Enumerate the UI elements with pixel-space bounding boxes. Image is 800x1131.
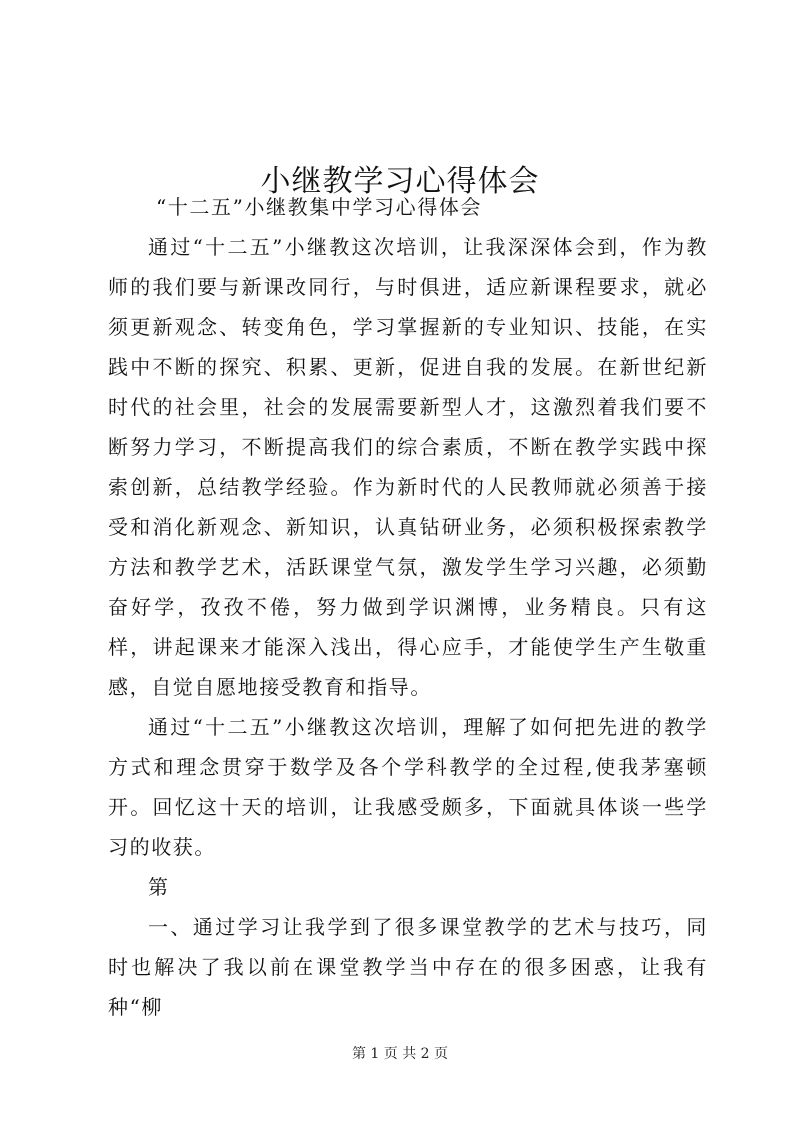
body-paragraph: 通过“十二五”小继教这次培训，让我深深体会到，作为教师的我们要与新课改同行，与时俱进，适应新课程要求，就必须更新观念、转变角色，学习掌握新的专业知识、技能，在实践中不断的探究、积累、更新，促进自我的发展。在新世纪新时代的社会里，社会的发展需要新型人才，这激烈着我们要不断努力学习，不断提高我们的综合素质，不断在教学实践中探索创新，总结教学经验。作为新时代的人民教师就必须善于接受和消化新观念、新知识，认真钻研业务，必须积极探索教学方法和教学艺术，活跃课堂气氛，激发学生学习兴趣，必须勤奋好学，孜孜不倦，努力做到学识渊博，业务精良。只有这样，讲起课来才能深入浅出，得心应手，才能使学生产生敬重感，自觉自愿地接受教育和指导。 <box>108 235 708 699</box>
body-paragraph: 第 <box>148 875 170 899</box>
body-paragraph: 通过“十二五”小继教这次培训，理解了如何把先进的教学方式和理念贯穿于数学及各个学科教学的全过程,使我茅塞顿开。回忆这十天的培训，让我感受颇多，下面就具体谈一些学习的收获。 <box>108 715 708 859</box>
page-number-footer: 第 1 页 共 2 页 <box>351 1046 449 1062</box>
subtitle-paragraph: “十二五”小继教集中学习心得体会 <box>156 195 483 219</box>
document-title: 小继教学习心得体会 <box>260 164 540 200</box>
document-body <box>108 187 708 1027</box>
body-paragraph: 一、通过学习让我学到了很多课堂教学的艺术与技巧，同时也解决了我以前在课堂教学当中存在的很多困惑，让我有种“柳 <box>108 915 708 1019</box>
